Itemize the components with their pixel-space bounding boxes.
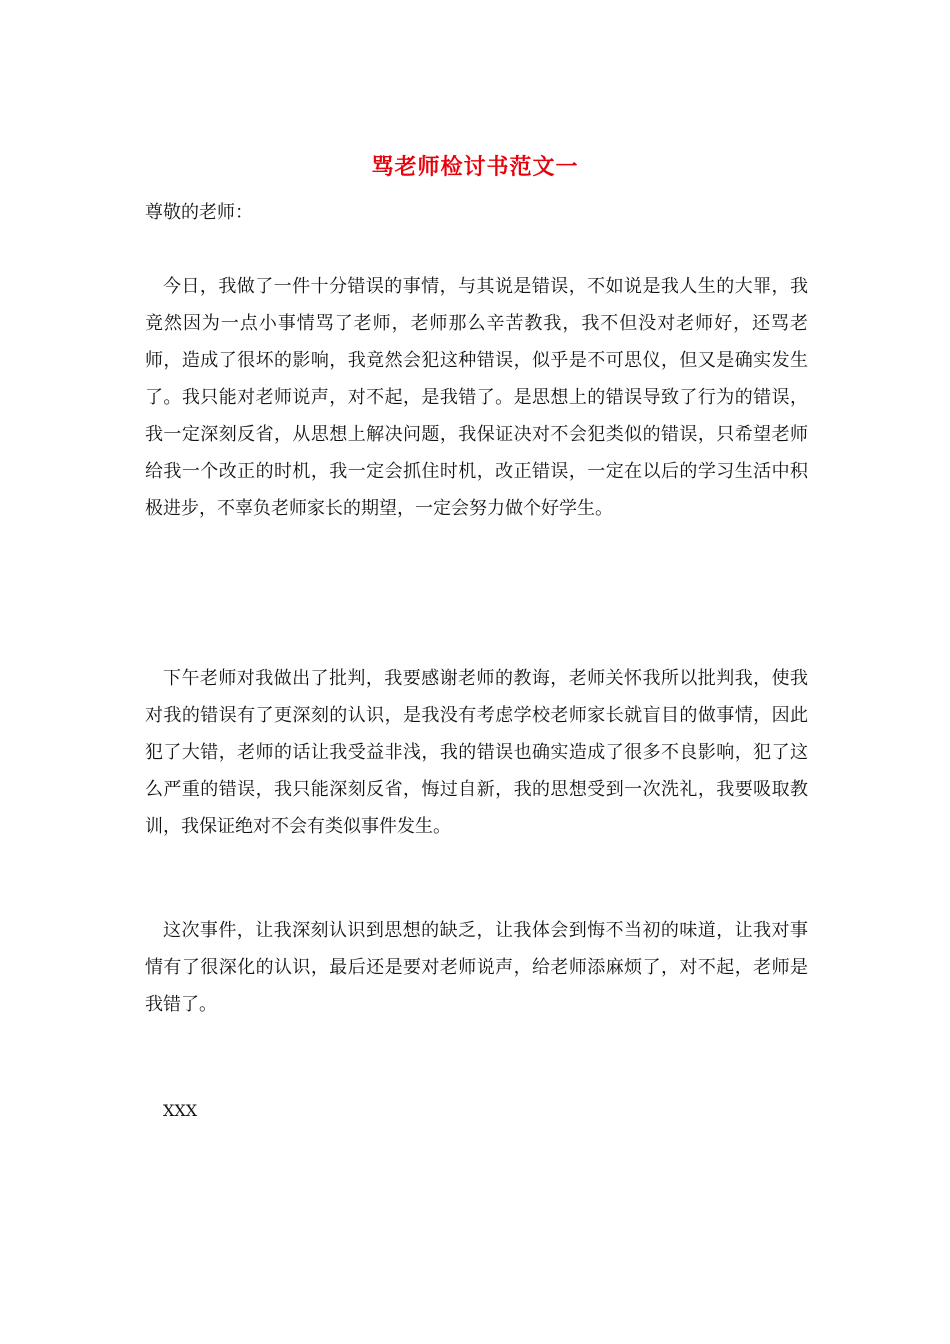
salutation: 尊敬的老师： xyxy=(145,202,253,223)
paragraph-2: 下午老师对我做出了批判，我要感谢老师的教诲，老师关怀我所以批判我，使我对我的错误有了更深刻的认识，是我没有考虑学校老师家长就盲目的做事情，因此犯了大错，老师的话让我受益非浅，我的错误也确实造成了很多不良影响，犯了这么严重的错误，我只能深刻反省，悔过自新，我的思想受到一次洗礼，我要吸取教训，我保证绝对不会有类似事件发生。 xyxy=(145,668,808,837)
signature: XXX xyxy=(163,1101,198,1120)
document-title: 骂老师检讨书范文一 xyxy=(371,154,579,180)
paragraph-3: 这次事件，让我深刻认识到思想的缺乏，让我体会到悔不当初的味道，让我对事情有了很深化的认识，最后还是要对老师说声，给老师添麻烦了，对不起，老师是我错了。 xyxy=(145,920,808,1015)
paragraph-1: 今日，我做了一件十分错误的事情，与其说是错误，不如说是我人生的大罪，我竟然因为一点小事情骂了老师，老师那么辛苦教我，我不但没对老师好，还骂老师，造成了很坏的影响，我竟然会犯这种错误，似乎是不可思仪，但又是确实发生了。我只能对老师说声，对不起，是我错了。是思想上的错误导致了行为的错误，我一定深刻反省，从思想上解决问题，我保证决对不会犯类似的错误，只希望老师给我一个改正的时机，我一定会抓住时机，改正错误，一定在以后的学习生活中积极进步，不辜负老师家长的期望，一定会努力做个好学生。 xyxy=(145,276,808,519)
